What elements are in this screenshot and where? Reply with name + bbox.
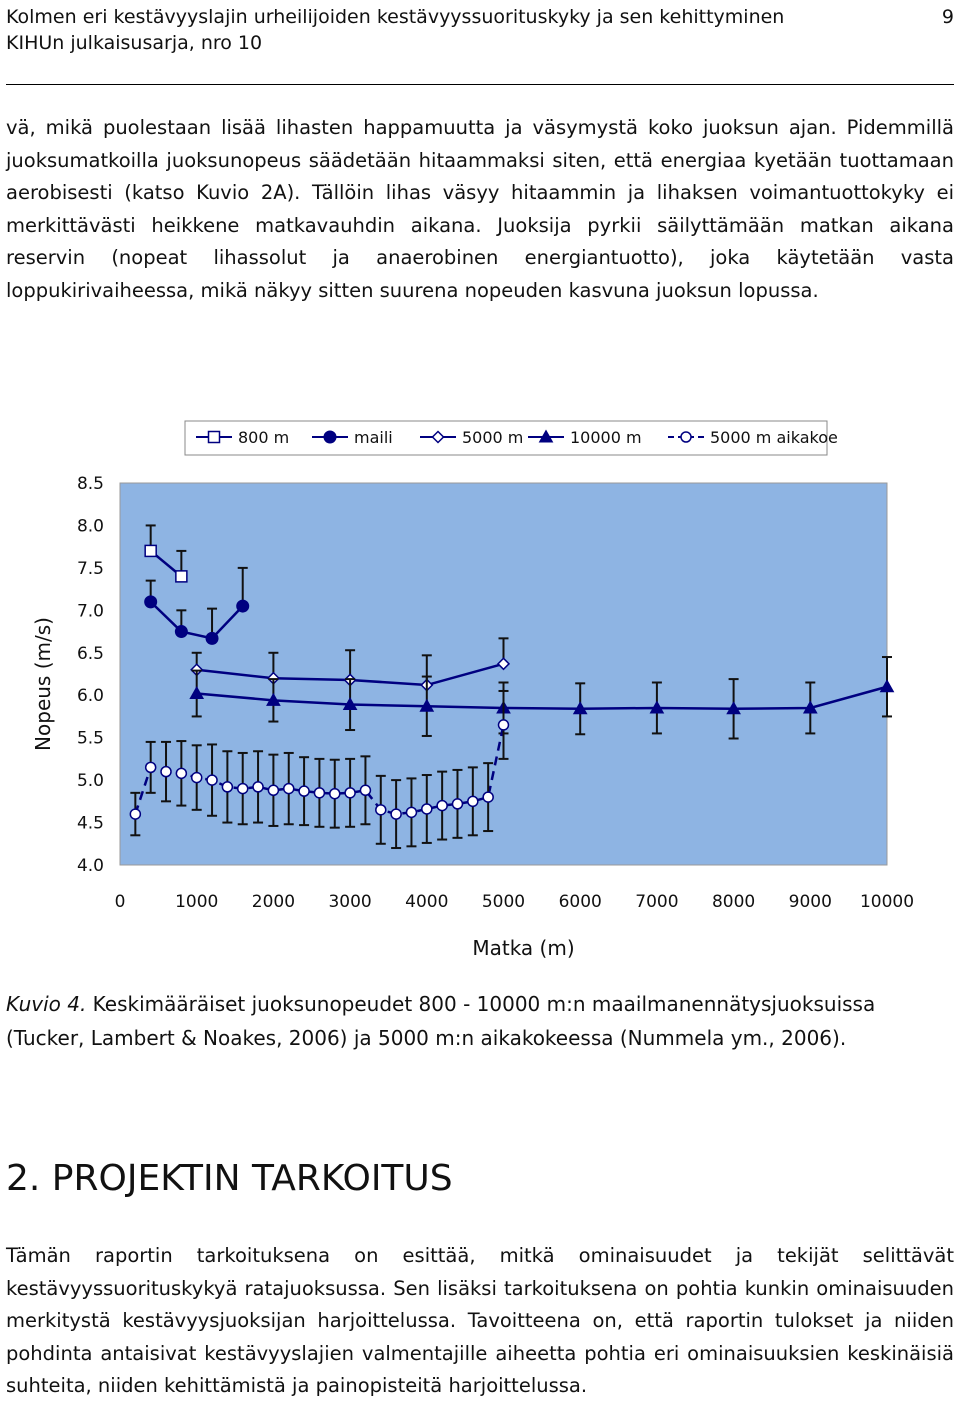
data-point-5000-m-aikakoe (284, 784, 294, 794)
data-point-5000-m-aikakoe (452, 799, 462, 809)
legend-label: 5000 m (462, 428, 524, 447)
figure-caption-label: Kuvio 4. (6, 992, 87, 1016)
body-paragraph-1: vä, mikä puolestaan lisää lihasten happamuutta ja väsymystä koko juoksun ajan. Pidemmillä juoksumatkoilla juoksunopeus säädetään hitaammaksi siten, että energiaa kyetään tuottamaan aerobisesti (katso Kuvio 2A). Tällöin lihas väsyy hitaammin ja lihaksen voimantuottokyky ei merkittävästi heikkene matkavauhdin aikana. Juoksija pyrkii säilyttämään matkan aikana reservin (nopeat lihassolut ja anaerobinen energiantuotto), joka käytetään vasta loppukirivaiheessa, mikä näkyy sitten suurena nopeuden kasvuna juoksun lopussa. (6, 116, 954, 302)
x-tick-label: 1000 (175, 892, 219, 912)
data-point-5000-m-aikakoe (299, 786, 309, 796)
y-tick-label: 5.5 (76, 728, 104, 749)
data-point-5000-m-aikakoe (345, 788, 355, 798)
running-header (6, 4, 954, 56)
x-tick-label: 3000 (328, 892, 372, 912)
y-tick-label: 6.5 (76, 643, 104, 664)
data-point-5000-m-aikakoe (314, 788, 324, 798)
legend-label: 10000 m (570, 428, 642, 447)
body-paragraph-2: Tämän raportin tarkoituksena on esittää, mitkä ominaisuudet ja tekijät selittävät kestävyyssuorituskykyä ratajuoksussa. Sen lisäksi tarkoituksena on pohtia kunkin ominaisuuden merkitystä kestävyysjuoksijan harjoittelussa. Tavoitteena on, että raportin tulokset ja niiden pohdinta antaisivat kestävyyslajien valmentajille aiheetta pohtia eri ominaisuuksien keskinäisiä suhteita, niiden kehittämistä ja painopisteitä harjoittelussa. (6, 1244, 954, 1397)
y-tick-label: 6.0 (76, 686, 104, 707)
x-axis-label: Matka (m) (472, 936, 575, 960)
x-tick-label: 0 (114, 892, 126, 912)
y-axis-label: Nopeus (m/s) (31, 617, 55, 751)
figure-caption (6, 987, 954, 1055)
x-tick-label: 2000 (251, 892, 296, 912)
data-point-maili (206, 632, 218, 644)
x-tick-label: 9000 (788, 892, 832, 912)
data-point-5000-m-aikakoe (422, 804, 432, 814)
running-header-title: Kolmen eri kestävyyslajin urheilijoiden kestävyyssuorituskyky ja sen kehittyminen (6, 6, 785, 28)
legend-marker (681, 432, 691, 442)
y-tick-label: 8.5 (76, 474, 104, 494)
x-tick-label: 6000 (558, 892, 602, 912)
data-point-5000-m-aikakoe (238, 784, 248, 794)
data-point-800-m (176, 571, 187, 582)
data-point-5000-m-aikakoe (176, 768, 186, 778)
data-point-5000-m-aikakoe (253, 782, 263, 792)
x-tick-label: 10000 (859, 892, 915, 912)
data-point-5000-m-aikakoe (330, 789, 340, 799)
data-point-5000-m-aikakoe (360, 785, 370, 795)
figure-chart (0, 415, 960, 975)
data-point-5000-m-aikakoe (268, 785, 278, 795)
data-point-maili (145, 596, 157, 608)
data-point-maili (237, 600, 249, 612)
figure-caption-text: Keskimääräiset juoksunopeudet 800 - 10000 m:n maailmanennätysjuoksuissa (Tucker, Lambert & Noakes, 2006) ja 5000 m:n aikakokeessa (Nummela ym., 2006). (6, 992, 876, 1050)
y-tick-label: 4.5 (76, 813, 104, 834)
y-tick-label: 8.0 (76, 516, 104, 537)
data-point-5000-m-aikakoe (437, 801, 447, 811)
legend-marker (209, 432, 220, 443)
legend-marker (324, 431, 336, 443)
running-header-series: KIHUn julkaisusarja, nro 10 (6, 32, 263, 54)
data-point-800-m (145, 545, 156, 556)
y-tick-label: 5.0 (76, 771, 104, 792)
x-tick-label: 8000 (711, 892, 756, 912)
y-tick-label: 7.5 (76, 558, 104, 579)
data-point-maili (175, 626, 187, 638)
data-point-5000-m-aikakoe (376, 805, 386, 815)
data-point-5000-m-aikakoe (207, 775, 217, 785)
data-point-5000-m-aikakoe (222, 782, 232, 792)
legend-label: 800 m (238, 428, 290, 447)
data-point-5000-m-aikakoe (192, 773, 202, 783)
data-point-5000-m-aikakoe (146, 762, 156, 772)
header-rule (6, 84, 954, 85)
y-tick-label: 7.0 (76, 601, 104, 622)
data-point-5000-m-aikakoe (483, 792, 493, 802)
x-tick-label: 7000 (635, 892, 679, 912)
x-tick-label: 5000 (481, 892, 526, 912)
x-tick-label: 4000 (405, 892, 449, 912)
legend-label: maili (354, 428, 393, 447)
data-point-5000-m-aikakoe (406, 807, 416, 817)
data-point-5000-m-aikakoe (468, 796, 478, 806)
speed-chart-svg (0, 415, 960, 975)
legend-label: 5000 m aikakoe (710, 428, 838, 447)
section-heading: 2. PROJEKTIN TARKOITUS (6, 1158, 453, 1199)
data-point-5000-m-aikakoe (391, 809, 401, 819)
y-tick-label: 4.0 (76, 856, 104, 876)
page-number: 9 (941, 6, 954, 28)
data-point-5000-m-aikakoe (499, 720, 509, 730)
data-point-5000-m-aikakoe (161, 767, 171, 777)
data-point-5000-m-aikakoe (130, 809, 140, 819)
